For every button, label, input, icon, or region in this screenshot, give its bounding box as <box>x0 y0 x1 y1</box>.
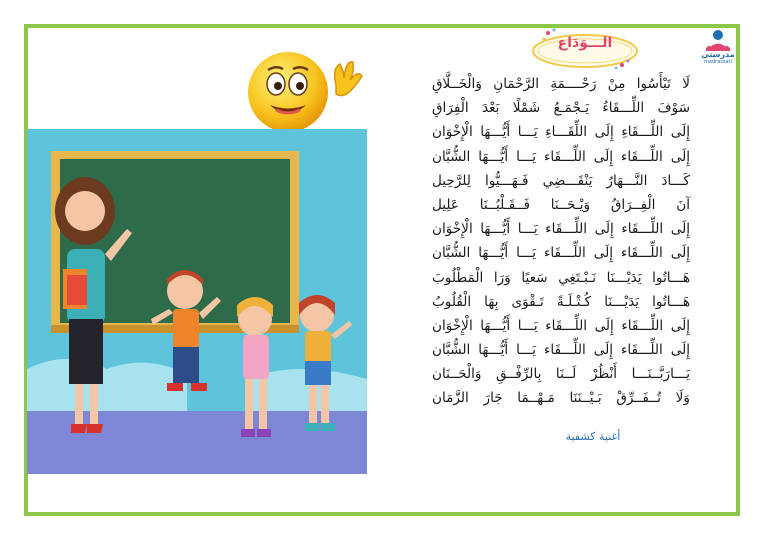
poem-verse: هَـــاتُوا يَدَيْـــنَا نَـبْـتَغِي سَعيًا وَرَا الْمَطْلُوبَ <box>432 269 690 286</box>
classroom-illustration <box>27 129 367 474</box>
madrassati-logo <box>696 28 740 64</box>
page-title: الـــوَدَاع <box>557 35 613 51</box>
poem-verse: إِلَى اللِّـــقَاء إِلَى اللِّـــقَاء يَـــا أَيُّـــهَا الشُّبَّان <box>432 342 690 359</box>
poem-verse: آنَ الْفِــرَاقُ وَيْـحَــنَا فَــقَـلْبُــنَا عَلِيل <box>432 196 690 213</box>
logo-text: مدرستي <box>701 50 735 59</box>
poem-verse: إِلَى اللِّـــقَاءِ إِلَى اللِّقَـــاءِ يَـــا أَيُّـــهَا الْإِخْوَان <box>432 124 690 141</box>
poem-verse: إِلَى اللِّـــقَاء إِلَى اللِّـــقَاء يَـــا أَيُّـــهَا الْإِخْوَان <box>432 317 690 334</box>
poem-verse: لَا تَيْأَسُوا مِنْ رَحْــــمَةِ الرَّحْمَانِ وَالْخَــلَّاقِ <box>432 76 690 92</box>
poem-verse: وَلَا تُــفَــرِّقْ بَـيْــنَنَا مَـهْــمَا جَارَ الزَّمَان <box>432 390 690 407</box>
logo-icon <box>696 28 740 52</box>
poem-verse: هَـــاتُوا يَدَيْـــنَا كُـتْـلَـةً تَـقْوَى بِهَا الْقُلُوبُ <box>432 293 690 310</box>
waving-emoji-icon <box>246 50 366 135</box>
poem-verse: يَـــارَبَّــنَـــا أَنْظُرْ لَــنَا بِالرِّفْــقِ وَالْحَــنَان <box>432 366 690 383</box>
poem-verse: إِلَى اللِّـــقَاء إِلَى اللِّـــقَاء يَـــا أَيُّـــهَا الشُّبَّان <box>432 245 690 262</box>
poem-text <box>432 72 690 411</box>
logo-subtext: madrassati <box>704 59 732 65</box>
poem-caption: أغنية كشفية <box>565 430 621 443</box>
poem-verse: كَـــادَ النَّـــهَارُ يَنْقَـــضِي فَـهَـــيُّوا لِلرَّحِيل <box>432 172 690 189</box>
title-badge <box>530 25 640 71</box>
poem-verse: سَوْفَ اللِّـــقَاءُ يَـجْمَـعُ شَمْلًا بَعْدَ الْفِرَاقِ <box>432 100 690 117</box>
poem-verse: إِلَى اللِّـــقَاء إِلَى اللِّـــقَاء يَـــا أَيُّـــهَا الْإِخْوَان <box>432 221 690 238</box>
poem-verse: إِلَى اللِّـــقَاء إِلَى اللِّـــقَاء يَـــا أَيُّـــهَا الشُّبَّان <box>432 148 690 165</box>
